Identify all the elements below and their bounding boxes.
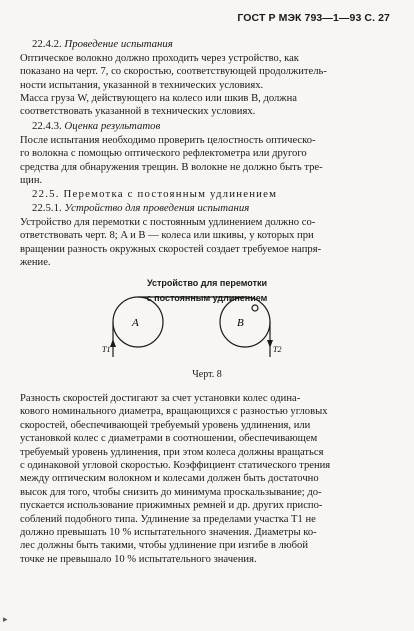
paragraph-fiber-pass: Оптическое волокно должно проходить через устройство, как показано на черт. 7, со скоростью, соответствующей продолжитель- ности испытания, указанной в технических условиях. xyxy=(20,53,327,91)
section-number: 22.5.1. xyxy=(32,202,65,214)
page-corner-mark: ▸ xyxy=(3,614,8,624)
paragraph-apparatus: Устройство для перемотки с постоянным удлинением должно со- ответствовать черт. 8; A и B — колеса или шкивы, у которых при вращении разность окружных скоростей создает требуемое напря- жение. xyxy=(20,217,322,269)
wheel-b-marker xyxy=(252,305,258,311)
figure-caption: Черт. 8 xyxy=(192,369,222,380)
paragraph-evaluation: После испытания необходимо проверить целостность оптическо- го волокна с помощью оптического рефлектометра или другого средства для обнаружения трещин. В волокне не должно быть тре- щин. xyxy=(20,135,323,187)
section-number: 22.4.2. xyxy=(32,38,65,50)
section-22-5-1-heading xyxy=(20,202,394,215)
page-header: ГОСТ Р МЭК 793—1—93 С. 27 xyxy=(237,12,390,24)
section-22-4-2-heading xyxy=(20,38,394,51)
section-number: 22.4.3. xyxy=(32,120,65,132)
section-title: Проведение испытания xyxy=(64,38,173,50)
section-title: Оценка результатов xyxy=(64,120,161,132)
arrow-up-left xyxy=(110,339,116,347)
tension-label-left: T1 xyxy=(102,345,111,354)
section-22-5-heading: 22.5. Перемотка с постоянным удлинением xyxy=(32,188,278,200)
paragraph-speed-difference: Разность скоростей достигают за счет установки колес одина- кового номинального диаметра, вращающихся с разностью угловых скоростей, обеспечивающей требуемый уровень удлинения, или установкой колес с диаметрами в соотношении, обеспечивающем требуемый уровень удлинения, при этом колеса должны вращаться с одинаковой угловой скоростью. Коэффициент статического трения между оптическим волокном и колесами должен быть достаточно высок для того, чтобы снизить до минимума проскальзывание; до- пускается использование прижимных ремней и др. других приспо- соблений подобного типа. Удлинение за пределами участка T1 не должно превышать 10 % испытательного значения. Диаметры ко- лес должны быть такими, чтобы удлинение при изгибе в любой точке не превышало 10 % испытательного значения. xyxy=(20,393,331,565)
tension-label-right: T2 xyxy=(273,345,282,354)
rewinding-diagram xyxy=(102,282,305,362)
figure-title-line1: Устройство для перемотки xyxy=(146,278,268,288)
wheel-b-label: B xyxy=(237,317,244,329)
section-22-4-3-heading xyxy=(20,120,394,133)
wheel-b xyxy=(220,297,270,347)
wheel-a-label: A xyxy=(132,317,139,329)
paragraph-weight: Масса груза W, действующего на колесо или шкив B, должна соответствовать указанной в технических условиях. xyxy=(20,93,297,118)
section-title: Устройство для проведения испытания xyxy=(64,202,250,214)
figure-title-line2: с постоянным удлинением xyxy=(146,293,268,303)
